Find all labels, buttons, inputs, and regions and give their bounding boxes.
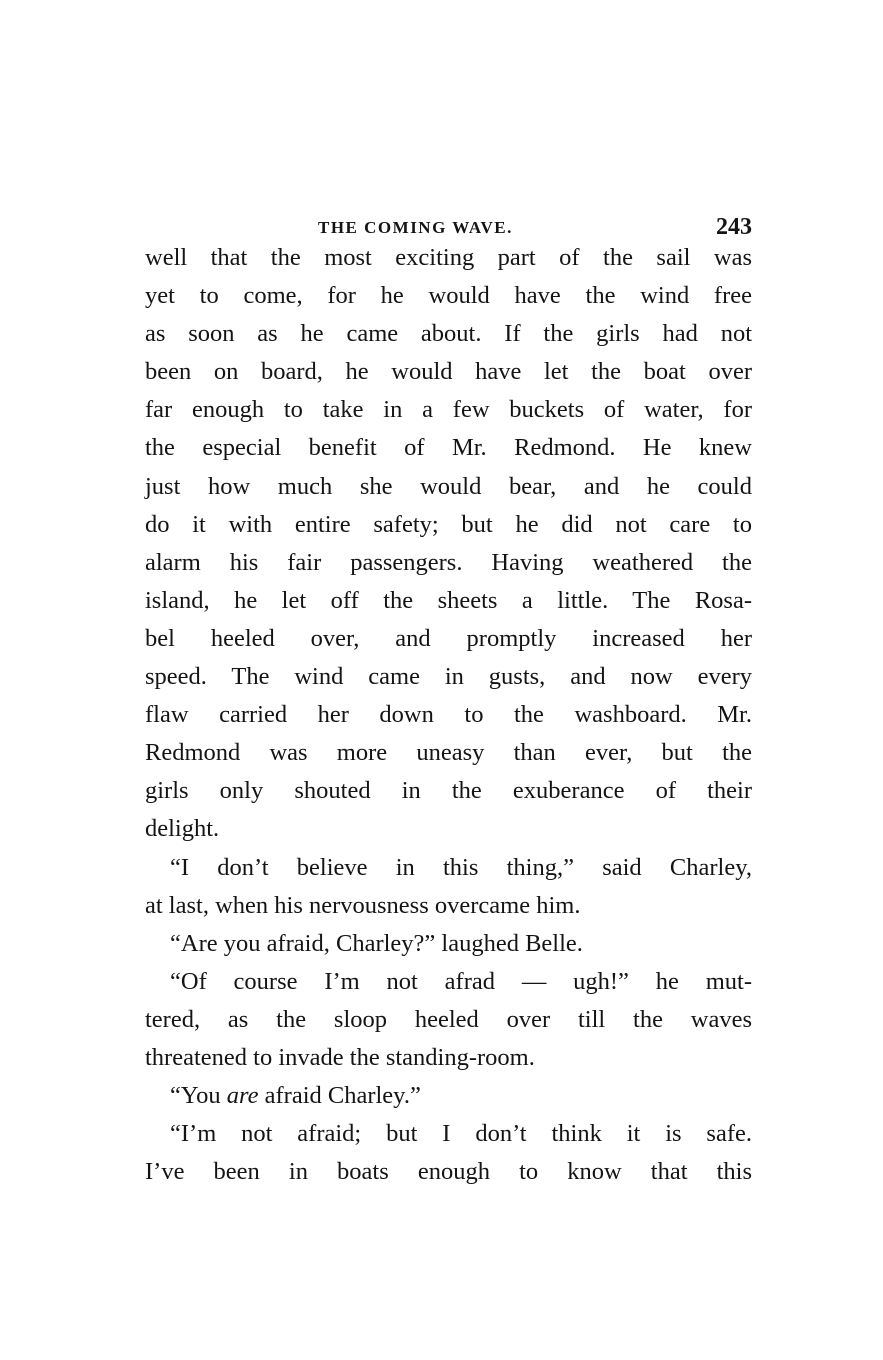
text-line: do it with entire safety; but he did not care to	[145, 510, 752, 538]
running-title: THE COMING WAVE.	[318, 218, 513, 237]
text-line: girls only shouted in the exuberance of their	[145, 777, 752, 805]
text-line: yet to come, for he would have the wind free	[145, 282, 752, 310]
text-segment: “You	[170, 1082, 227, 1110]
text-segment: afraid Charley.”	[258, 1082, 421, 1110]
page-body-text	[145, 243, 752, 1195]
page-number: 243	[716, 214, 752, 240]
text-line: bel heeled over, and promptly increased her	[145, 624, 752, 652]
text-line: alarm his fair passengers. Having weathered the	[145, 548, 752, 576]
text-line	[145, 1081, 752, 1119]
text-line: threatened to invade the standing-room.	[145, 1043, 535, 1071]
text-line: Redmond was more uneasy than ever, but the	[145, 739, 752, 767]
text-line: “Of course I’m not afrad — ugh!” he mut-	[170, 967, 752, 995]
text-line: well that the most exciting part of the sail was	[145, 244, 752, 271]
running-header	[145, 216, 752, 246]
text-line: flaw carried her down to the washboard. Mr.	[145, 701, 752, 729]
text-line: far enough to take in a few buckets of water, for	[145, 396, 752, 424]
text-line: island, he let off the sheets a little. The Rosa-	[145, 586, 752, 614]
text-line: been on board, he would have let the boat over	[145, 358, 752, 386]
text-line: “Are you afraid, Charley?” laughed Belle.	[170, 929, 583, 957]
text-line: just how much she would bear, and he could	[145, 472, 752, 500]
text-line: speed. The wind came in gusts, and now every	[145, 663, 752, 691]
text-line: tered, as the sloop heeled over till the waves	[145, 1005, 752, 1033]
text-line: delight.	[145, 815, 220, 843]
text-line: I’ve been in boats enough to know that this	[145, 1158, 752, 1186]
text-line: “I’m not afraid; but I don’t think it is safe.	[170, 1120, 752, 1148]
italic-emphasis: are	[226, 1082, 259, 1110]
text-line: as soon as he came about. If the girls had not	[145, 320, 752, 348]
text-line: at last, when his nervousness overcame him.	[145, 891, 581, 919]
text-line: the especial benefit of Mr. Redmond. He knew	[145, 434, 752, 462]
text-line: “I don’t believe in this thing,” said Charley,	[170, 853, 752, 881]
